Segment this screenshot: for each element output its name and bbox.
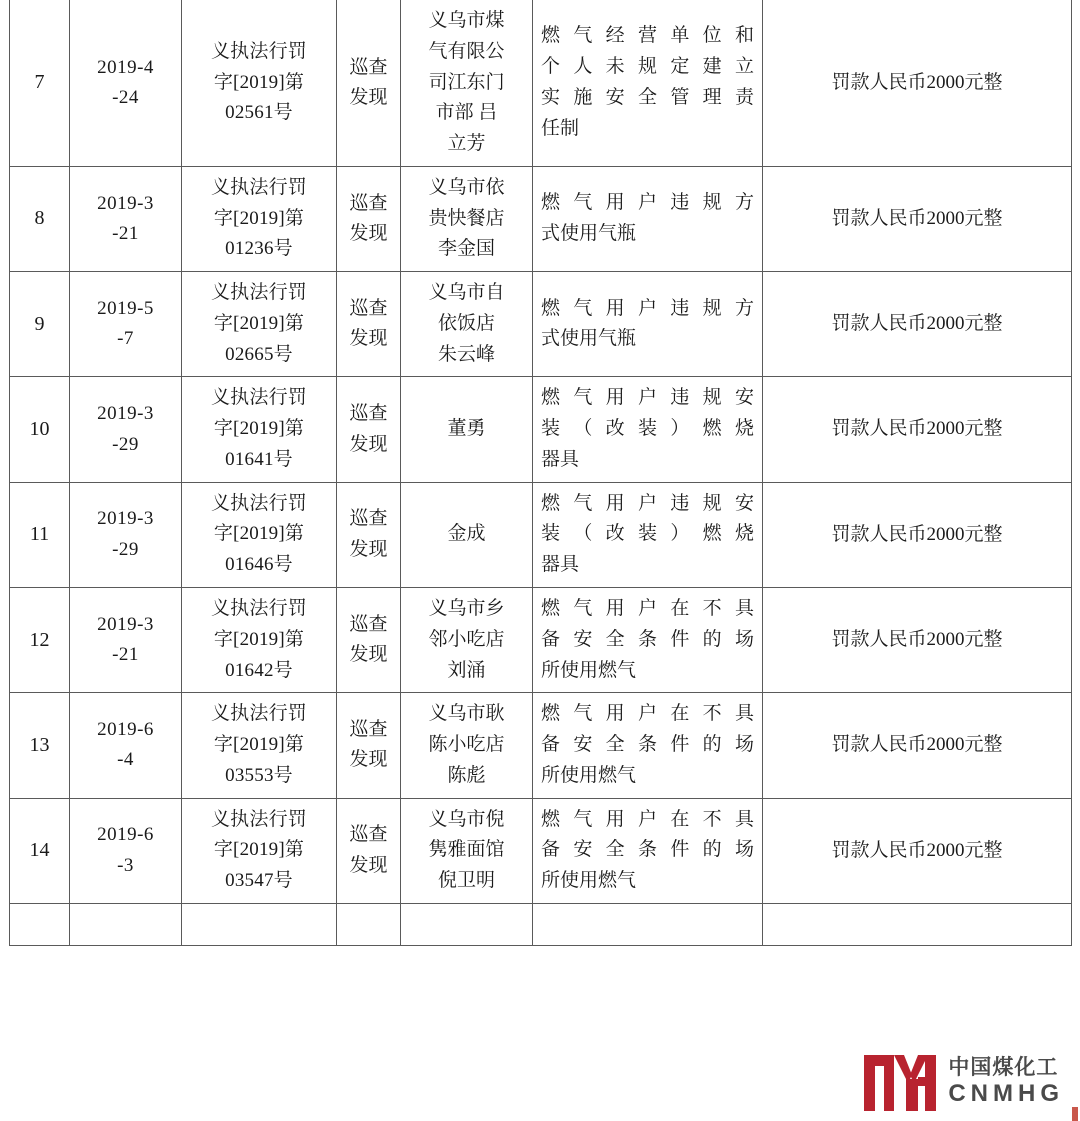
- page-edge-mark: [1072, 1107, 1078, 1121]
- reason-line: 备安全条件的场: [541, 628, 754, 650]
- source-line: 巡查: [349, 56, 388, 78]
- cell-date: [70, 0, 182, 166]
- cell-party: [401, 693, 533, 798]
- table-row: [10, 482, 1072, 587]
- cell-penalty: 罚款人民币2000元整: [763, 482, 1072, 587]
- source-line: 发现: [349, 328, 388, 350]
- cell-date: [70, 272, 182, 377]
- source-line: 发现: [349, 222, 388, 244]
- cell-party: [401, 272, 533, 377]
- cell-document-number: [182, 0, 337, 166]
- date-line: 2019-6: [97, 719, 154, 741]
- table-row: [10, 693, 1072, 798]
- date-line: 2019-3: [97, 403, 154, 425]
- party-line: 气有限公: [428, 40, 505, 62]
- reason-line: 燃气用户违规安: [541, 492, 754, 514]
- date-line: -7: [117, 328, 134, 350]
- reason-line: 实施安全管理责: [541, 86, 754, 108]
- cell-index: 14: [10, 798, 70, 903]
- docno-line: 字[2019]第: [213, 734, 305, 756]
- docno-line: 字[2019]第: [213, 418, 305, 440]
- cell-penalty: 罚款人民币2000元整: [763, 166, 1072, 271]
- docno-line: 义执法行罚: [210, 808, 307, 830]
- cell-document-number: [182, 798, 337, 903]
- party-line: 义乌市依: [428, 176, 505, 198]
- cell-penalty: 罚款人民币2000元整: [763, 0, 1072, 166]
- reason-line: 器具: [541, 554, 580, 576]
- date-line: 2019-3: [97, 192, 154, 214]
- reason-line: 燃气用户违规方: [541, 297, 754, 319]
- cell-party: [401, 903, 533, 945]
- party-line: 义乌市煤: [428, 10, 505, 31]
- date-line: 2019-5: [97, 297, 154, 319]
- cell-party: [401, 166, 533, 271]
- date-line: 2019-3: [97, 508, 154, 530]
- date-line: -4: [117, 749, 134, 771]
- date-line: -3: [117, 854, 134, 876]
- source-line: 发现: [349, 538, 388, 560]
- table-row: [10, 377, 1072, 482]
- cell-source: [337, 272, 401, 377]
- reason-line: 备安全条件的场: [541, 839, 754, 861]
- party-line: 邻小吃店: [428, 628, 505, 650]
- cell-party: [401, 0, 533, 166]
- cell-index: 8: [10, 166, 70, 271]
- docno-line: 02561号: [225, 102, 293, 124]
- cell-penalty: 罚款人民币2000元整: [763, 693, 1072, 798]
- source-line: 巡查: [349, 613, 388, 635]
- date-line: -21: [112, 222, 139, 244]
- date-line: -24: [112, 86, 139, 108]
- cell-document-number: [182, 693, 337, 798]
- cell-date: [70, 377, 182, 482]
- cell-penalty: 罚款人民币2000元整: [763, 588, 1072, 693]
- cell-document-number: [182, 482, 337, 587]
- reason-line: 所使用燃气: [541, 870, 637, 892]
- cell-index: 13: [10, 693, 70, 798]
- cell-source: [337, 693, 401, 798]
- source-line: 发现: [349, 86, 388, 108]
- table-body: [10, 0, 1072, 946]
- docno-line: 字[2019]第: [213, 523, 305, 545]
- party-line: 义乌市乡: [428, 598, 505, 620]
- party-line: 义乌市倪: [428, 808, 505, 830]
- docno-line: 01236号: [225, 238, 293, 260]
- party-line: 倪卫明: [437, 870, 495, 892]
- cell-date: [70, 903, 182, 945]
- docno-line: 义执法行罚: [210, 282, 307, 304]
- docno-line: 字[2019]第: [213, 628, 305, 650]
- watermark-en-label: CNMHG: [948, 1080, 1064, 1108]
- cnmhg-logo-icon: [862, 1049, 940, 1115]
- source-line: 巡查: [349, 192, 388, 214]
- cell-date: [70, 166, 182, 271]
- table-row-partial: [10, 903, 1072, 945]
- cell-document-number: [182, 588, 337, 693]
- cell-source: [337, 903, 401, 945]
- reason-line: 个人未规定建立: [541, 56, 754, 78]
- docno-line: 义执法行罚: [210, 703, 307, 725]
- cell-document-number: [182, 166, 337, 271]
- reason-line: 装（改装）燃烧: [541, 523, 754, 545]
- docno-line: 字[2019]第: [213, 839, 305, 861]
- cell-reason: [533, 272, 763, 377]
- cell-document-number: [182, 377, 337, 482]
- docno-line: 字[2019]第: [213, 312, 305, 334]
- source-line: 发现: [349, 854, 388, 876]
- cell-source: [337, 798, 401, 903]
- table-row: [10, 588, 1072, 693]
- cell-reason: [533, 482, 763, 587]
- cell-date: [70, 798, 182, 903]
- party-line: 义乌市自: [428, 282, 505, 304]
- watermark: [862, 1049, 1064, 1115]
- cell-party: [401, 482, 533, 587]
- source-line: 发现: [349, 433, 388, 455]
- date-line: 2019-3: [97, 613, 154, 635]
- table-row: [10, 272, 1072, 377]
- cell-index: [10, 903, 70, 945]
- cell-source: [337, 588, 401, 693]
- cell-date: [70, 482, 182, 587]
- docno-line: 义执法行罚: [210, 40, 307, 62]
- cell-source: [337, 377, 401, 482]
- party-line: 市部 吕: [435, 102, 498, 124]
- reason-line: 式使用气瓶: [541, 222, 637, 244]
- reason-line: 燃气经营单位和: [541, 25, 754, 47]
- source-line: 发现: [349, 749, 388, 771]
- docno-line: 义执法行罚: [210, 492, 307, 514]
- date-line: -29: [112, 433, 139, 455]
- cell-index: 12: [10, 588, 70, 693]
- source-line: 巡查: [349, 403, 388, 425]
- party-line: 刘涌: [447, 659, 486, 681]
- docno-line: 字[2019]第: [213, 207, 305, 229]
- cell-index: 7: [10, 0, 70, 166]
- date-line: -21: [112, 644, 139, 666]
- cell-document-number: [182, 272, 337, 377]
- cell-reason: [533, 377, 763, 482]
- reason-line: 任制: [541, 117, 580, 139]
- cell-reason: [533, 693, 763, 798]
- watermark-text: [948, 1056, 1064, 1108]
- source-line: 巡查: [349, 297, 388, 319]
- date-line: 2019-6: [97, 824, 154, 846]
- date-line: -29: [112, 538, 139, 560]
- cell-source: [337, 0, 401, 166]
- party-line: 立芳: [447, 133, 486, 155]
- reason-line: 式使用气瓶: [541, 328, 637, 350]
- party-line: 李金国: [437, 238, 495, 260]
- cell-reason: [533, 166, 763, 271]
- party-line: 司江东门: [428, 71, 505, 93]
- cell-party: [401, 798, 533, 903]
- party-line: 陈小吃店: [428, 734, 505, 756]
- watermark-cn-label: 中国煤化工: [948, 1056, 1059, 1080]
- party-line: 董勇: [447, 418, 486, 440]
- docno-line: 义执法行罚: [210, 598, 307, 620]
- docno-line: 义执法行罚: [210, 387, 307, 409]
- table-row: [10, 0, 1072, 166]
- party-line: 贵快餐店: [428, 207, 505, 229]
- cell-reason: [533, 0, 763, 166]
- cell-index: 11: [10, 482, 70, 587]
- cell-penalty: 罚款人民币2000元整: [763, 272, 1072, 377]
- reason-line: 燃气用户在不具: [541, 703, 754, 725]
- cell-reason: [533, 903, 763, 945]
- party-line: 金成: [447, 523, 486, 545]
- cell-index: 10: [10, 377, 70, 482]
- cell-date: [70, 693, 182, 798]
- reason-line: 所使用燃气: [541, 764, 637, 786]
- docno-line: 义执法行罚: [210, 176, 307, 198]
- party-line: 依饭店: [437, 312, 495, 334]
- reason-line: 器具: [541, 448, 580, 470]
- cell-party: [401, 377, 533, 482]
- docno-line: 03553号: [225, 764, 293, 786]
- table-row: [10, 166, 1072, 271]
- cell-party: [401, 588, 533, 693]
- party-line: 陈彪: [447, 764, 486, 786]
- source-line: 巡查: [349, 824, 388, 846]
- source-line: 巡查: [349, 508, 388, 530]
- reason-line: 装（改装）燃烧: [541, 418, 754, 440]
- cell-index: 9: [10, 272, 70, 377]
- party-line: 朱云峰: [437, 343, 495, 365]
- reason-line: 所使用燃气: [541, 659, 637, 681]
- reason-line: 燃气用户违规方: [541, 192, 754, 214]
- party-line: 义乌市耿: [428, 703, 505, 725]
- docno-line: 01646号: [225, 554, 293, 576]
- source-line: 巡查: [349, 719, 388, 741]
- cell-penalty: 罚款人民币2000元整: [763, 798, 1072, 903]
- reason-line: 燃气用户在不具: [541, 598, 754, 620]
- cell-document-number: [182, 903, 337, 945]
- source-line: 发现: [349, 644, 388, 666]
- docno-line: 02665号: [225, 343, 293, 365]
- cell-penalty: [763, 903, 1072, 945]
- date-line: 2019-4: [97, 56, 154, 78]
- docno-line: 字[2019]第: [213, 71, 305, 93]
- cell-reason: [533, 588, 763, 693]
- cell-reason: [533, 798, 763, 903]
- cell-source: [337, 482, 401, 587]
- cell-date: [70, 588, 182, 693]
- docno-line: 01642号: [225, 659, 293, 681]
- reason-line: 备安全条件的场: [541, 734, 754, 756]
- cell-source: [337, 166, 401, 271]
- docno-line: 03547号: [225, 870, 293, 892]
- reason-line: 燃气用户违规安: [541, 387, 754, 409]
- cell-penalty: 罚款人民币2000元整: [763, 377, 1072, 482]
- docno-line: 01641号: [225, 448, 293, 470]
- table-row: [10, 798, 1072, 903]
- party-line: 隽雅面馆: [428, 839, 505, 861]
- reason-line: 燃气用户在不具: [541, 808, 754, 830]
- penalty-record-table: [9, 0, 1072, 946]
